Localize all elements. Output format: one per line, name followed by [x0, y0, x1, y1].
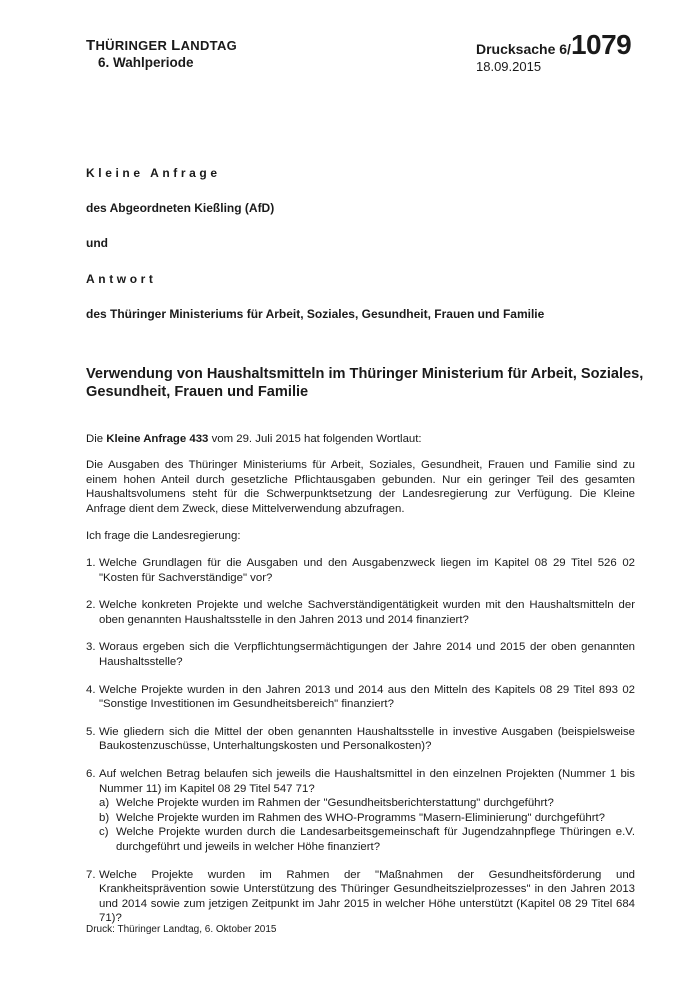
- question-text: Welche konkreten Projekte und welche Sachverständigentätigkeit wurden mit den Haushaltsmitteln der oben genannten Haushaltsstelle in den Jahren 2013 und 2014 finanziert?: [99, 599, 635, 626]
- question-number: 2.: [86, 599, 96, 612]
- question-item: [86, 767, 635, 855]
- question-text: Welche Projekte wurden in den Jahren 2013 und 2014 aus den Mitteln des Kapitels 08 29 Titel 893 02 "Sonstige Investitionen im Gesundheitsbereich" finanziert?: [99, 683, 635, 711]
- subquestion-list: [99, 796, 635, 854]
- subquestion-text: Welche Projekte wurden im Rahmen des WHO-Programms "Masern-Eliminierung" durchgeführt?: [116, 811, 605, 824]
- drucksache-number: 1079: [570, 29, 632, 60]
- question-number: 1.: [86, 557, 96, 569]
- question-item: [86, 683, 635, 712]
- question-text: Wie gliedern sich die Mittel der oben genannten Haushaltsstelle in investive Ausgaben (beispielsweise Baukostenzuschüsse, Unterhaltungskosten und Personalkosten)?: [99, 725, 635, 753]
- question-text: Welche Projekte wurden im Rahmen der "Maßnahmen der Gesundheitsförderung und Krankheitsprävention sowie Unterstützung des Thüringer Gesundheitszielprozesses" in den Jahren 2013 und 2014 sowie zum jetzigen Zeitpunkt im Jahr 2015 in welcher Höhe unterstützt (Kapitel 08 29 Titel 684 71)?: [99, 868, 635, 925]
- kleine-anfrage-label: Kleine Anfrage: [86, 166, 221, 180]
- question-text: Welche Grundlagen für die Ausgaben und den Ausgabenzweck liegen im Kapitel 08 29 Titel 526 02 "Kosten für Sachverständige" vor?: [99, 557, 635, 584]
- question-item: [86, 868, 635, 926]
- parliament-name-part-1: HÜRINGER: [95, 38, 168, 53]
- question-item: [86, 556, 635, 585]
- und-label: und: [86, 236, 108, 250]
- parliament-name-initial-1: T: [86, 37, 96, 54]
- document-number-block: [476, 30, 631, 74]
- subquestion-item: [99, 825, 635, 854]
- question-item: [86, 598, 635, 627]
- antwort-label: Antwort: [86, 272, 157, 286]
- subquestion-item: [99, 796, 635, 811]
- question-number: 7.: [86, 868, 96, 881]
- subquestion-text: Welche Projekte wurden durch die Landesarbeitsgemeinschaft für Jugendzahnpflege Thüringen e.V. durchgeführt und jeweils in welcher Höhe finanziert?: [116, 826, 635, 853]
- member-line: des Abgeordneten Kießling (AfD): [86, 201, 275, 215]
- question-text: Auf welchen Betrag belaufen sich jeweils die Haushaltsmittel in den einzelnen Projekten (Nummer 1 bis Nummer 11) im Kapitel 08 29 Titel 547 71?: [99, 767, 635, 795]
- question-text: Woraus ergeben sich die Verpflichtungsermächtigungen der Jahre 2014 und 2015 der oben genannten Haushaltsstelle?: [99, 641, 635, 668]
- parliament-header: [86, 38, 237, 72]
- preamble-paragraph: Die Ausgaben des Thüringer Ministeriums für Arbeit, Soziales, Gesundheit, Frauen und Familie sind zu einem hohen Anteil durch gesetzliche Pflichtausgaben gebunden. Nur ein geringer Teil des gesamten Haushaltsvolumens steht für die Schwerpunktsetzung der Landesregierung zur Verfügung. Die Kleine Anfrage dient dem Zweck, diese Mittelverwendung abzufragen.: [86, 459, 635, 515]
- question-number: 4.: [86, 683, 96, 696]
- intro-suffix: vom 29. Juli 2015 hat folgenden Wortlaut:: [208, 433, 422, 445]
- question-lead: Ich frage die Landesregierung:: [86, 530, 241, 542]
- ministry-line: des Thüringer Ministeriums für Arbeit, Soziales, Gesundheit, Frauen und Familie: [86, 307, 545, 321]
- question-number: 3.: [86, 641, 96, 654]
- question-number: 6.: [86, 767, 96, 780]
- parliament-name-part-2: ANDTAG: [180, 38, 238, 53]
- intro-line: [86, 432, 635, 447]
- inquiry-reference: Kleine Anfrage 433: [106, 433, 209, 445]
- question-list: [86, 556, 635, 939]
- subquestion-letter: b): [99, 811, 110, 824]
- question-item: [86, 725, 635, 754]
- parliament-name-initial-2: L: [171, 37, 181, 54]
- subquestion-letter: c): [99, 826, 109, 839]
- drucksache-label: Drucksache 6/: [476, 41, 571, 57]
- document-heading: Verwendung von Haushaltsmitteln im Thüringer Ministerium für Arbeit, Soziales, Gesundheit, Frauen und Familie: [86, 366, 644, 400]
- subquestion-item: [99, 811, 635, 826]
- parliament-name: [86, 38, 237, 54]
- legislative-period: 6. Wahlperiode: [98, 55, 194, 70]
- subquestion-letter: a): [99, 797, 110, 810]
- question-item: [86, 640, 635, 669]
- subquestion-text: Welche Projekte wurden im Rahmen der "Gesundheitsberichterstattung" durchgeführt?: [116, 797, 554, 810]
- print-footer: Druck: Thüringer Landtag, 6. Oktober 2015: [86, 924, 277, 935]
- document-date: 18.09.2015: [476, 59, 542, 74]
- intro-prefix: Die: [86, 433, 107, 445]
- question-number: 5.: [86, 725, 96, 738]
